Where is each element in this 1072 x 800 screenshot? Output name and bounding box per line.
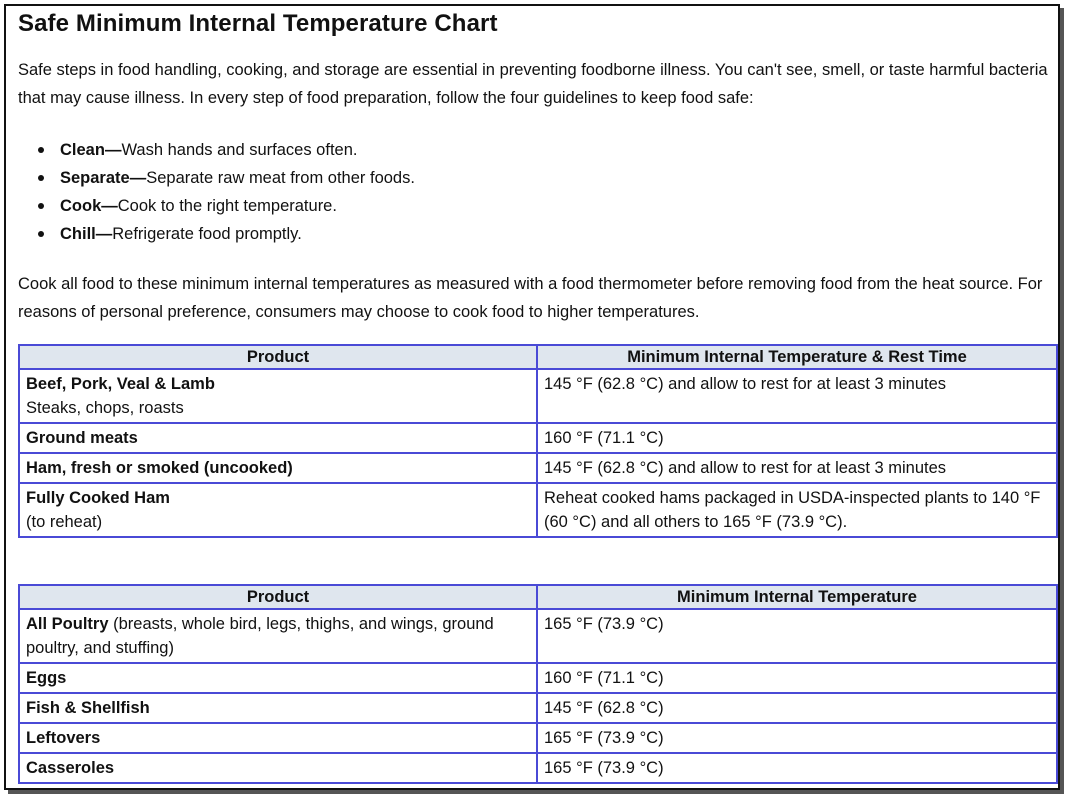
table-row <box>19 753 1057 783</box>
table-row <box>19 453 1057 483</box>
product-detail: (to reheat) <box>26 513 103 531</box>
temperature-cell: 160 °F (71.1 °C) <box>537 663 1057 693</box>
column-header-product: Product <box>19 345 537 369</box>
guideline-term: Separate <box>60 169 130 187</box>
table-row <box>19 369 1057 423</box>
temperature-cell: 145 °F (62.8 °C) and allow to rest for at least 3 minutes <box>537 369 1057 423</box>
em-dash: — <box>101 197 118 215</box>
temperature-table-meats <box>18 344 1058 538</box>
product-cell <box>19 663 537 693</box>
product-name: All Poultry <box>26 615 109 633</box>
table-row <box>19 693 1057 723</box>
product-name: Ham, fresh or smoked (uncooked) <box>26 459 293 477</box>
product-cell <box>19 483 537 537</box>
guideline-desc: Wash hands and surfaces often. <box>121 141 358 159</box>
product-name: Fish & Shellfish <box>26 699 150 717</box>
product-cell <box>19 369 537 423</box>
product-detail: (breasts, whole bird, legs, thighs, and wings, ground poultry, and stuffing) <box>26 615 494 657</box>
temperature-cell: 145 °F (62.8 °C) and allow to rest for at least 3 minutes <box>537 453 1057 483</box>
table-row <box>19 723 1057 753</box>
product-name: Eggs <box>26 669 67 687</box>
table-row <box>19 663 1057 693</box>
bullet-icon <box>38 231 44 237</box>
intro-paragraph: Safe steps in food handling, cooking, and storage are essential in preventing foodborne illness. You can't see, smell, or taste harmful bacteria that may cause illness. In every step of food preparation, follow the four guidelines to keep food safe: <box>18 61 1048 107</box>
table-row <box>19 483 1057 537</box>
em-dash: — <box>104 141 122 159</box>
page-title: Safe Minimum Internal Temperature Chart <box>18 10 498 37</box>
table-header-row <box>19 585 1057 609</box>
product-detail: Steaks, chops, roasts <box>26 399 184 417</box>
temperature-table-poultry <box>18 584 1058 784</box>
table-row <box>19 423 1057 453</box>
product-name: Leftovers <box>26 729 101 747</box>
list-item <box>38 136 415 164</box>
product-cell <box>19 723 537 753</box>
column-header-product: Product <box>19 585 537 609</box>
guidelines-list <box>38 136 415 248</box>
product-cell <box>19 609 537 663</box>
column-header-temperature: Minimum Internal Temperature & Rest Time <box>537 345 1057 369</box>
cook-paragraph: Cook all food to these minimum internal temperatures as measured with a food thermometer before removing food from the heat source. For reasons of personal preference, consumers may choose to cook food to higher temperatures. <box>18 275 1043 321</box>
temperature-cell: Reheat cooked hams packaged in USDA-inspected plants to 140 °F (60 °C) and all others to 165 °F (73.9 °C). <box>537 483 1057 537</box>
guideline-desc: Cook to the right temperature. <box>117 197 337 215</box>
temperature-cell: 165 °F (73.9 °C) <box>537 753 1057 783</box>
guideline-term: Cook <box>60 197 102 215</box>
column-header-temperature: Minimum Internal Temperature <box>537 585 1057 609</box>
temperature-cell: 145 °F (62.8 °C) <box>537 693 1057 723</box>
bullet-icon <box>38 175 44 181</box>
product-name: Fully Cooked Ham <box>26 489 170 507</box>
product-name: Ground meats <box>26 429 138 447</box>
bullet-icon <box>38 147 44 153</box>
product-name: Casseroles <box>26 759 115 777</box>
product-cell <box>19 693 537 723</box>
bullet-icon <box>38 203 44 209</box>
table-header-row <box>19 345 1057 369</box>
temperature-cell: 165 °F (73.9 °C) <box>537 723 1057 753</box>
document-frame <box>4 4 1060 790</box>
list-item <box>38 164 415 192</box>
table-row <box>19 609 1057 663</box>
guideline-term: Chill <box>60 225 96 243</box>
guideline-term: Clean <box>60 141 105 159</box>
product-cell <box>19 453 537 483</box>
list-item <box>38 220 415 248</box>
em-dash: — <box>129 169 147 187</box>
em-dash: — <box>95 225 113 243</box>
product-cell <box>19 753 537 783</box>
guideline-desc: Refrigerate food promptly. <box>112 225 302 243</box>
temperature-cell: 165 °F (73.9 °C) <box>537 609 1057 663</box>
product-cell <box>19 423 537 453</box>
product-name: Beef, Pork, Veal & Lamb <box>26 375 215 393</box>
guideline-desc: Separate raw meat from other foods. <box>146 169 415 187</box>
list-item <box>38 192 415 220</box>
temperature-cell: 160 °F (71.1 °C) <box>537 423 1057 453</box>
